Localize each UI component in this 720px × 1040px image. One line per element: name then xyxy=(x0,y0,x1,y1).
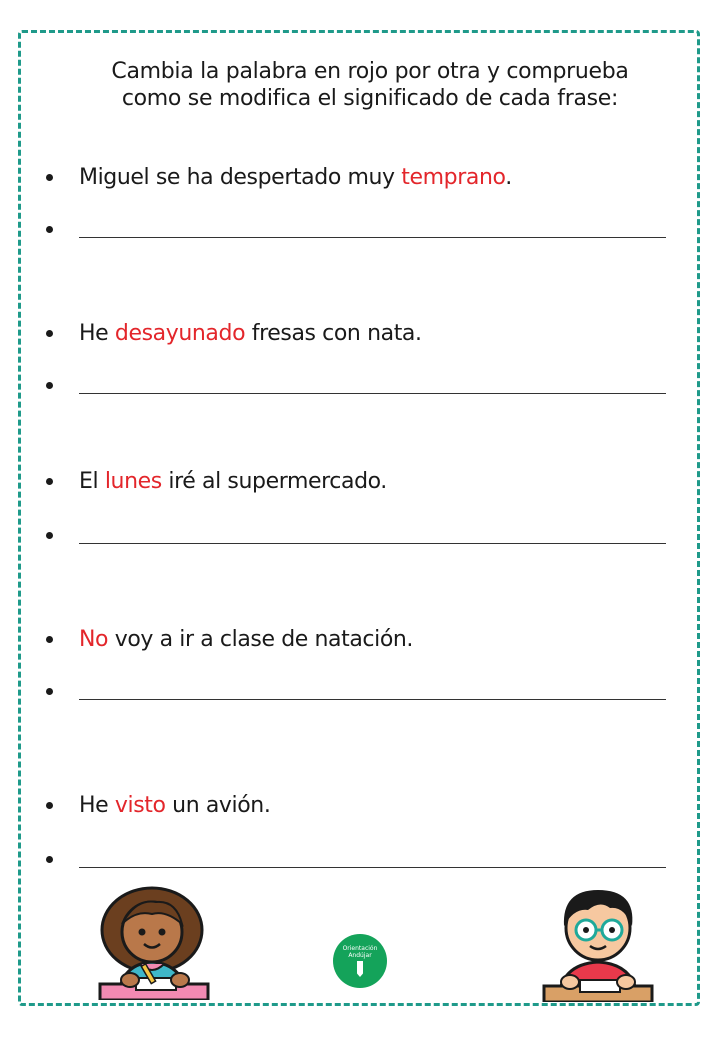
orientacion-andujar-logo xyxy=(333,934,387,988)
answer-line[interactable] xyxy=(79,393,666,394)
sentence-text: He visto un avión. xyxy=(79,792,271,818)
bullet-icon xyxy=(46,174,53,181)
logo-line-2: Andújar xyxy=(348,952,372,959)
answer-line[interactable] xyxy=(79,699,666,700)
bullet-icon xyxy=(46,802,53,809)
instructions-line-2: como se modifica el significado de cada frase: xyxy=(121,86,619,111)
sentence-text: El lunes iré al supermercado. xyxy=(79,468,387,494)
pencil-icon xyxy=(357,961,363,977)
answer-item xyxy=(46,844,666,874)
red-word: No xyxy=(79,626,109,652)
bullet-icon xyxy=(46,636,53,643)
bullet-icon xyxy=(46,478,53,485)
boy-writing-illustration xyxy=(540,882,656,1002)
girl-writing-illustration xyxy=(96,880,212,1000)
sentence-text: Miguel se ha despertado muy temprano. xyxy=(79,164,512,190)
answer-line[interactable] xyxy=(79,237,666,238)
sentence-item xyxy=(46,624,666,654)
instructions-line-1: Cambia la palabra en rojo por otra y comprueba xyxy=(111,59,629,84)
answer-line[interactable] xyxy=(79,867,666,868)
answer-item xyxy=(46,370,666,400)
red-word: desayunado xyxy=(114,320,246,346)
answer-item xyxy=(46,676,666,706)
sentence-text: He desayunado fresas con nata. xyxy=(79,320,422,346)
bullet-icon xyxy=(46,226,53,233)
bullet-icon xyxy=(46,382,53,389)
bullet-icon xyxy=(46,688,53,695)
instructions-heading xyxy=(60,58,680,112)
sentence-item xyxy=(46,790,666,820)
sentence-text: No voy a ir a clase de natación. xyxy=(79,626,414,652)
answer-line[interactable] xyxy=(79,543,666,544)
bullet-icon xyxy=(46,856,53,863)
bullet-icon xyxy=(46,532,53,539)
red-word: lunes xyxy=(104,468,162,494)
answer-item xyxy=(46,520,666,550)
bullet-icon xyxy=(46,330,53,337)
logo-line-1: Orientación xyxy=(342,945,378,952)
red-word: temprano xyxy=(401,164,506,190)
answer-item xyxy=(46,214,666,244)
sentence-item xyxy=(46,162,666,192)
sentence-item xyxy=(46,466,666,496)
red-word: visto xyxy=(114,792,166,818)
sentence-item xyxy=(46,318,666,348)
